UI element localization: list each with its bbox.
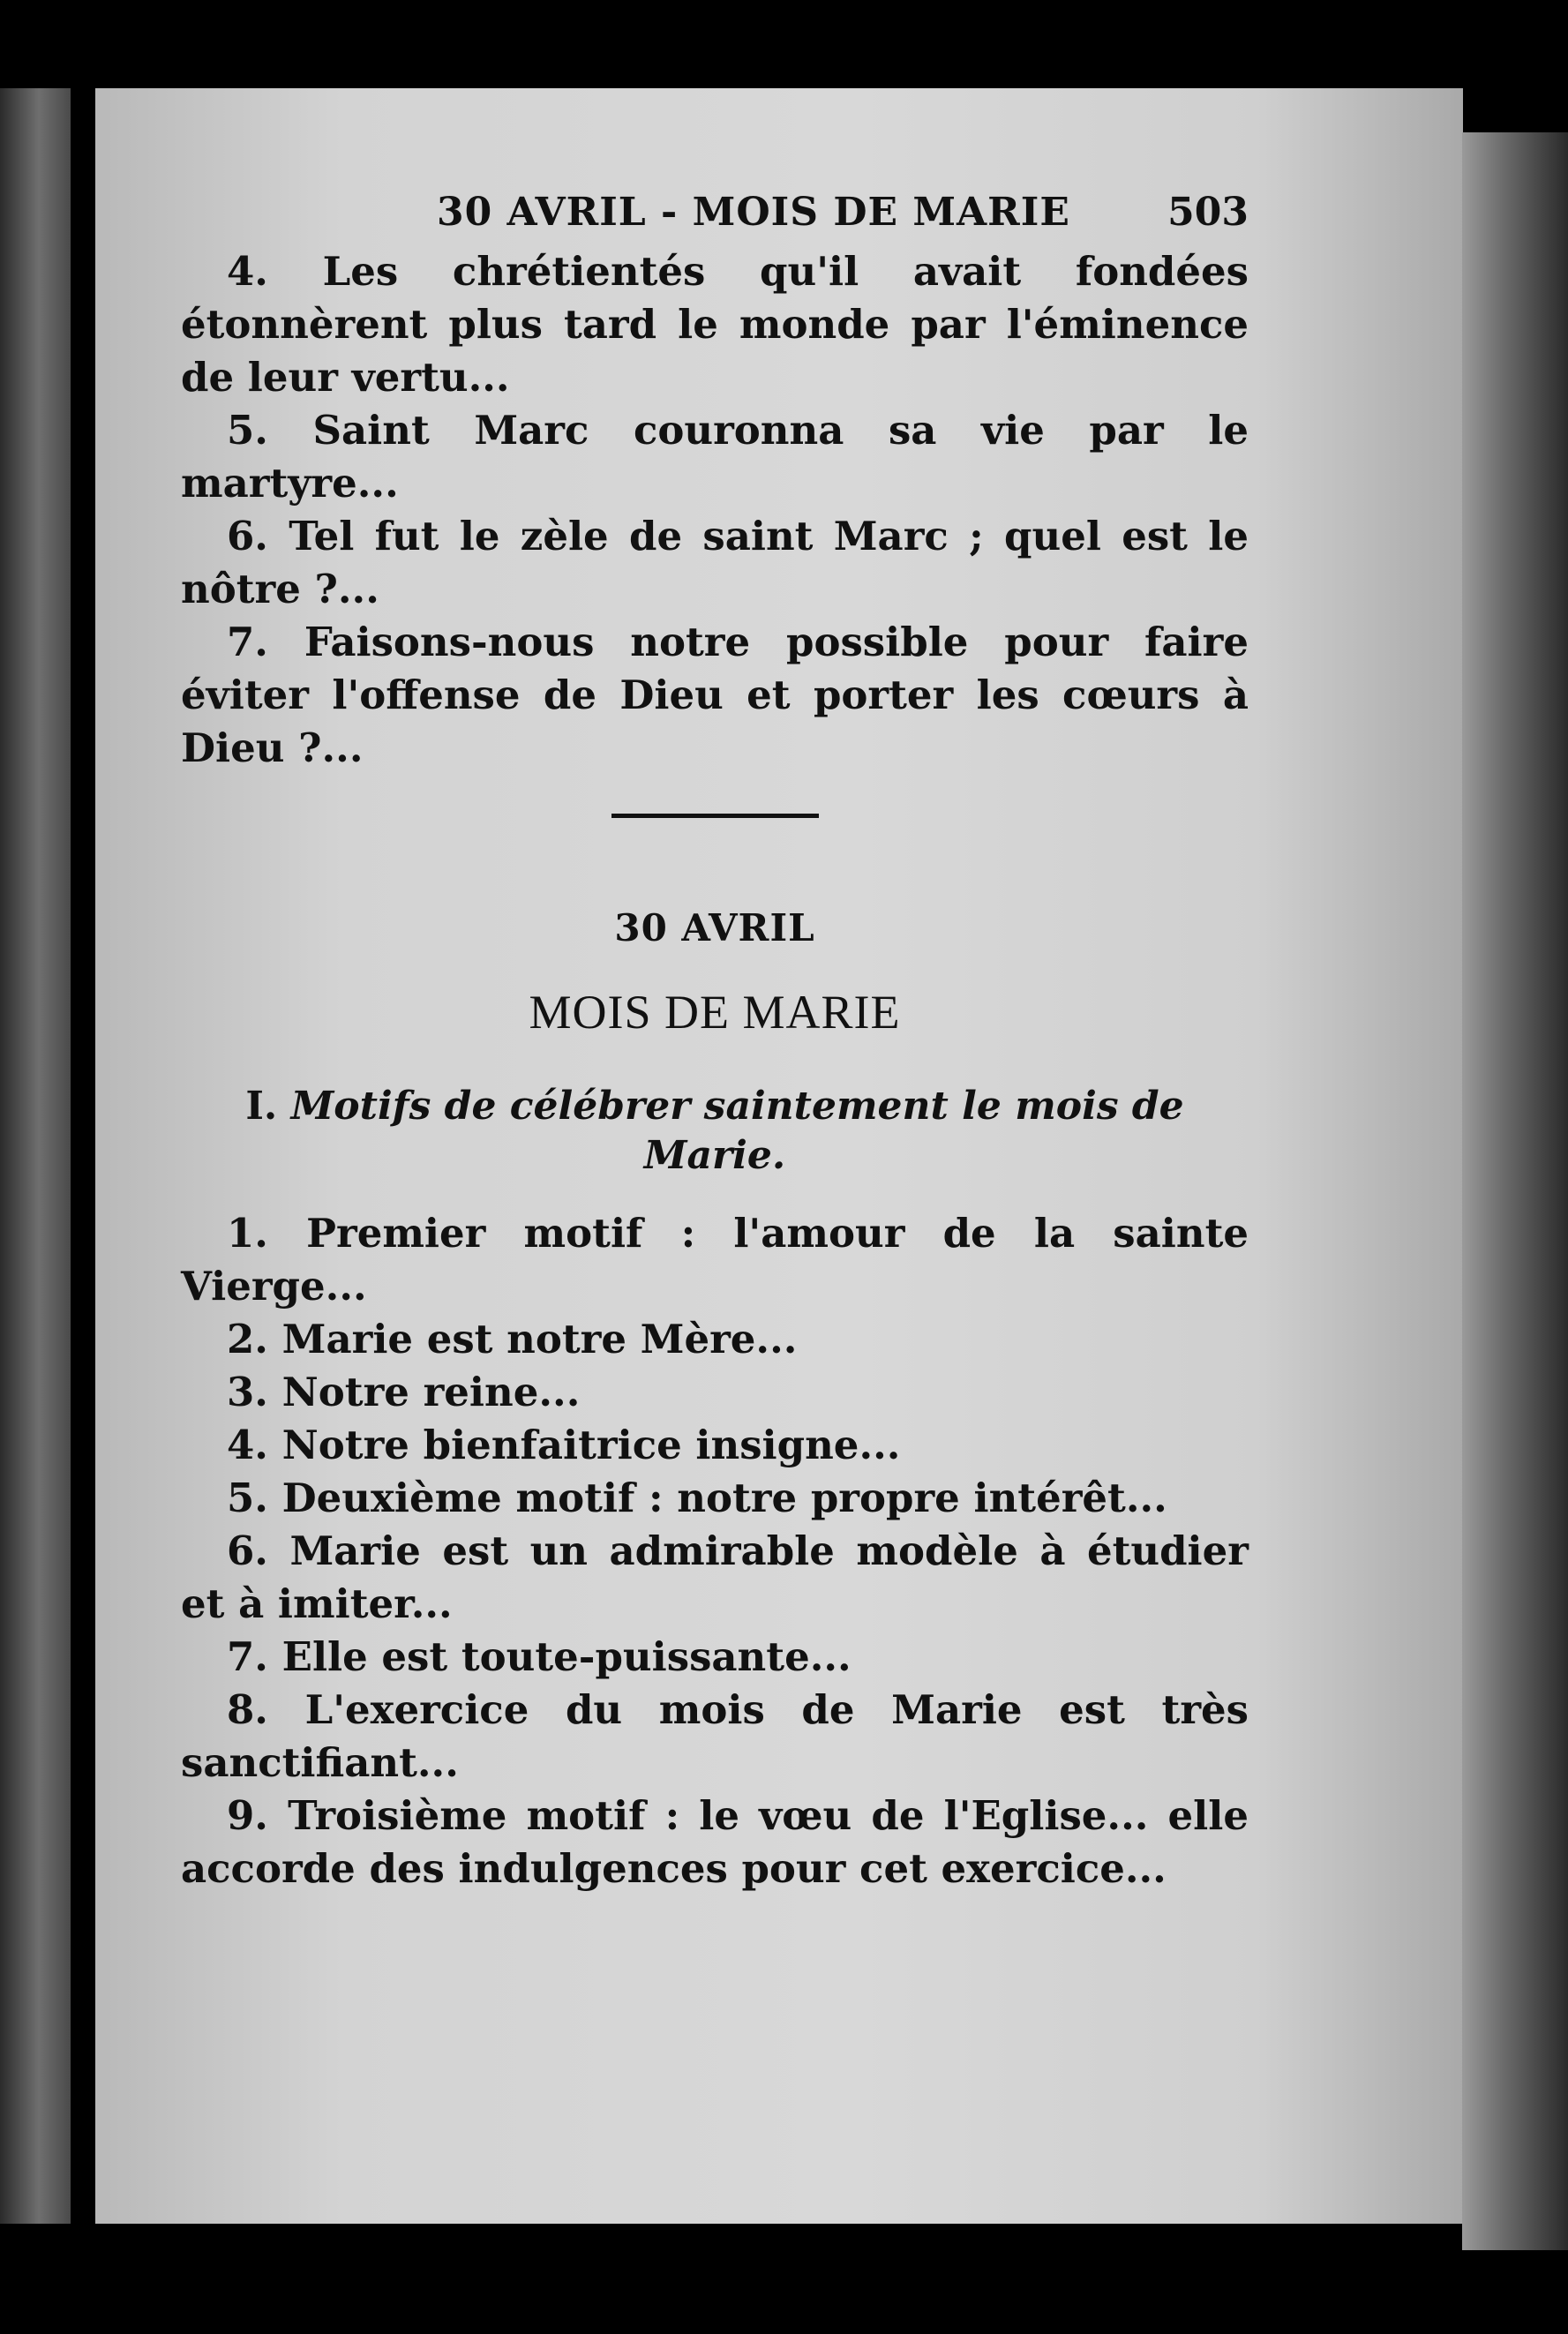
- list-item: 5. Saint Marc couronna sa vie par le martyre...: [181, 407, 1249, 507]
- list-item: 9. Troisième motif : le vœu de l'Eglise... elle accorde des indulgences pour cet exercice...: [181, 1792, 1249, 1892]
- subsection-text: Motifs de célébrer saintement le mois de Marie.: [290, 1084, 1184, 1178]
- list-item: 6. Tel fut le zèle de saint Marc ; quel est le nôtre ?...: [181, 513, 1249, 612]
- list-item: 3. Notre reine...: [227, 1369, 581, 1415]
- page-number: 503: [1167, 190, 1249, 235]
- list-item: 7. Faisons-nous notre possible pour faire éviter l'offense de Dieu et porter les cœurs à Dieu ?...: [181, 619, 1249, 771]
- subsection-number: I.: [245, 1084, 278, 1129]
- section-divider: [611, 814, 819, 818]
- list-item: 8. L'exercice du mois de Marie est très sanctifiant...: [181, 1686, 1249, 1786]
- page-gutter-shadow: [1462, 132, 1568, 2250]
- list-item: 4. Les chrétientés qu'il avait fondées étonnèrent plus tard le monde par l'éminence de leur vertu...: [181, 248, 1249, 401]
- list-item: 2. Marie est notre Mère...: [227, 1316, 798, 1362]
- section-date: 30 AVRIL: [614, 906, 815, 949]
- subsection-heading: [181, 1082, 1249, 1181]
- facing-page-edge: [0, 88, 71, 2224]
- list-item: 7. Elle est toute-puissante...: [227, 1633, 852, 1680]
- list-item: 1. Premier motif : l'amour de la sainte Vierge...: [181, 1210, 1249, 1310]
- running-head: [181, 190, 1249, 235]
- section-title: MOIS DE MARIE: [529, 986, 901, 1039]
- list-item: 6. Marie est un admirable modèle à étudier et à imiter...: [181, 1527, 1249, 1627]
- list-item: 5. Deuxième motif : notre propre intérêt...: [227, 1475, 1167, 1521]
- page-content: [181, 190, 1249, 1895]
- list-item: 4. Notre bienfaitrice insigne...: [227, 1422, 901, 1468]
- motifs-list: [181, 1207, 1249, 1895]
- running-head-title: 30 AVRIL - MOIS DE MARIE: [437, 190, 1070, 235]
